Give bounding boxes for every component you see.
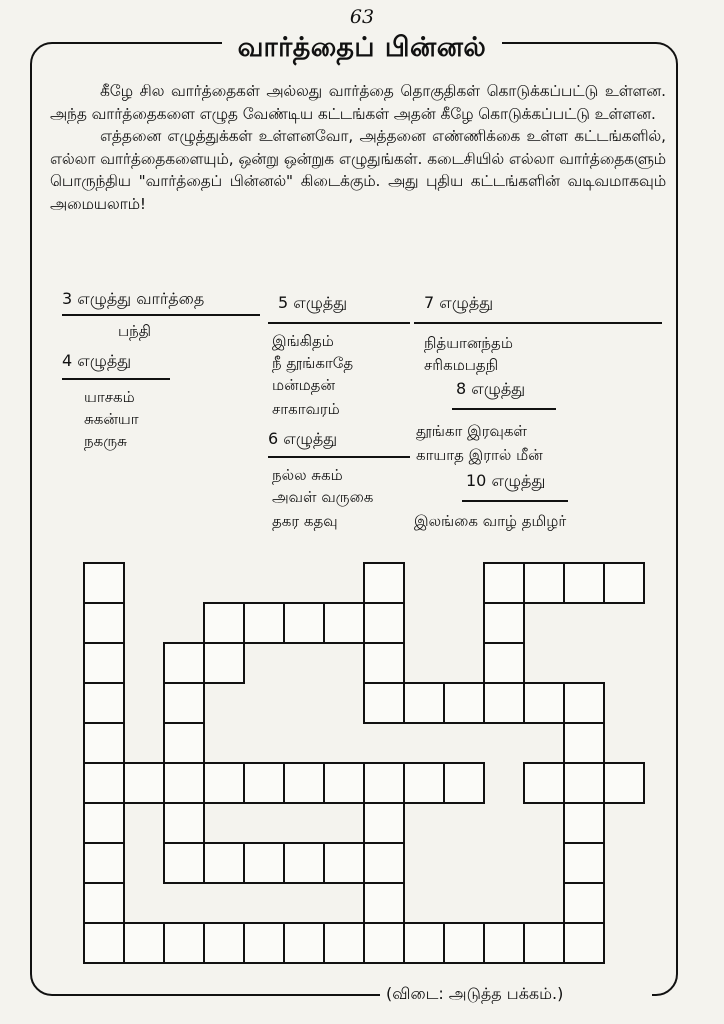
grid-cell[interactable] — [364, 803, 404, 843]
grid-cell[interactable] — [164, 763, 204, 803]
heading-10-letter: 10 எழுத்து — [466, 471, 546, 490]
grid-cell[interactable] — [124, 923, 164, 963]
grid-cell[interactable] — [284, 763, 324, 803]
grid-cell[interactable] — [404, 683, 444, 723]
heading-4-letter: 4 எழுத்து — [62, 351, 132, 370]
grid-cell[interactable] — [164, 723, 204, 763]
grid-cell[interactable] — [484, 603, 524, 643]
grid-cell[interactable] — [164, 643, 204, 683]
grid-cell[interactable] — [284, 603, 324, 643]
grid-cell[interactable] — [364, 603, 404, 643]
grid-cell[interactable] — [524, 923, 564, 963]
grid-cell[interactable] — [84, 803, 124, 843]
grid-cell[interactable] — [84, 563, 124, 603]
grid-cell[interactable] — [524, 563, 564, 603]
heading-8-letter: 8 எழுத்து — [456, 379, 526, 398]
grid-cell[interactable] — [84, 683, 124, 723]
grid-cell[interactable] — [204, 763, 244, 803]
heading-7-letter: 7 எழுத்து — [424, 293, 494, 312]
word-item: நல்ல சுகம் — [272, 466, 343, 484]
grid-cell[interactable] — [324, 603, 364, 643]
grid-cell[interactable] — [84, 723, 124, 763]
grid-cell[interactable] — [324, 923, 364, 963]
grid-cell[interactable] — [524, 683, 564, 723]
grid-cell[interactable] — [364, 643, 404, 683]
word-item: இலங்கை வாழ் தமிழர் — [414, 512, 567, 530]
grid-cell[interactable] — [364, 683, 404, 723]
grid-cell[interactable] — [444, 923, 484, 963]
grid-cell[interactable] — [164, 683, 204, 723]
grid-cell[interactable] — [404, 923, 444, 963]
instructions-paragraph: கீழே சில வார்த்தைகள் அல்லது வார்த்தை தொகுதிகள் கொடுக்கப்பட்டு உள்ளன. அந்த வார்த்தைகளை எழுத வேண்டிய கட்டங்கள் அதன் கீழே கொடுக்கப்பட்டு உள்ளன. — [50, 82, 666, 123]
grid-cell[interactable] — [324, 763, 364, 803]
grid-cell[interactable] — [444, 763, 484, 803]
grid-cell[interactable] — [564, 923, 604, 963]
word-item: தகர கதவு — [272, 512, 338, 530]
grid-cell[interactable] — [484, 563, 524, 603]
word-item: மன்மதன் — [272, 376, 336, 394]
grid-cell[interactable] — [364, 883, 404, 923]
grid-cell[interactable] — [364, 923, 404, 963]
word-item: நித்யானந்தம் — [424, 334, 513, 352]
grid-cell[interactable] — [364, 843, 404, 883]
grid-cell[interactable] — [484, 923, 524, 963]
word-item: சுகன்யா — [84, 410, 139, 428]
grid-cell[interactable] — [604, 763, 644, 803]
grid-cell[interactable] — [244, 603, 284, 643]
grid-cell[interactable] — [204, 843, 244, 883]
word-item: இங்கிதம் — [272, 332, 334, 350]
word-item: சரிகமபதநி — [424, 356, 499, 374]
word-item: சாகாவரம் — [272, 400, 340, 418]
grid-cell[interactable] — [564, 683, 604, 723]
grid-cell[interactable] — [284, 843, 324, 883]
word-item: நகருசு — [84, 432, 127, 450]
grid-cell[interactable] — [204, 643, 244, 683]
word-item: நீ தூங்காதே — [272, 354, 354, 372]
grid-cell[interactable] — [84, 603, 124, 643]
grid-cell[interactable] — [564, 803, 604, 843]
grid-cell[interactable] — [244, 763, 284, 803]
grid-cell[interactable] — [204, 923, 244, 963]
heading-5-letter: 5 எழுத்து — [278, 293, 348, 312]
grid-cell[interactable] — [284, 923, 324, 963]
word-item: யாசகம் — [84, 388, 135, 406]
word-item: காயாத இரால் மீன் — [416, 446, 543, 464]
grid-cell[interactable] — [564, 563, 604, 603]
heading-3-letter: 3 எழுத்து வார்த்தை — [62, 289, 205, 308]
grid-cell[interactable] — [404, 763, 444, 803]
grid-cell[interactable] — [164, 923, 204, 963]
word-item: தூங்கா இரவுகள் — [416, 422, 527, 440]
grid-cell[interactable] — [484, 643, 524, 683]
heading-6-letter: 6 எழுத்து — [268, 429, 338, 448]
grid-cell[interactable] — [84, 843, 124, 883]
grid-cell[interactable] — [84, 923, 124, 963]
grid-cell[interactable] — [564, 723, 604, 763]
grid-cell[interactable] — [244, 923, 284, 963]
answer-note: (விடை: அடுத்த பக்கம்.) — [380, 984, 652, 1005]
grid-cell[interactable] — [484, 683, 524, 723]
grid-cell[interactable] — [444, 683, 484, 723]
grid-cell[interactable] — [324, 843, 364, 883]
page-number: 63 — [349, 6, 375, 28]
grid-cell[interactable] — [564, 763, 604, 803]
grid-cell[interactable] — [124, 763, 164, 803]
grid-cell[interactable] — [564, 843, 604, 883]
instructions-paragraph: எத்தனை எழுத்துக்கள் உள்ளனவோ, அத்தனை எண்ணிக்கை உள்ள கட்டங்களில், எல்லா வார்த்தைகளையும், ஒன்று ஒன்றுக எழுதுங்கள். கடைசியில் எல்லா வார்த்தைகளும் பொருந்திய "வார்த்தைப் பின்னல்" கிடைக்கும். அது புதிய கட்டங்களின் வடிவமாகவும் அமையலாம்! — [50, 127, 666, 213]
grid-cell[interactable] — [564, 883, 604, 923]
grid-cell[interactable] — [364, 563, 404, 603]
grid-cell[interactable] — [164, 843, 204, 883]
word-item: அவள் வருகை — [272, 488, 374, 506]
grid-cell[interactable] — [84, 763, 124, 803]
word-item: பந்தி — [118, 322, 152, 340]
grid-cell[interactable] — [604, 563, 644, 603]
grid-cell[interactable] — [204, 603, 244, 643]
puzzle-title-text: வார்த்தைப் பின்னல் — [222, 32, 503, 63]
grid-cell[interactable] — [84, 643, 124, 683]
grid-cell[interactable] — [84, 883, 124, 923]
grid-cell[interactable] — [164, 803, 204, 843]
grid-cell[interactable] — [524, 763, 564, 803]
grid-cell[interactable] — [364, 763, 404, 803]
grid-cell[interactable] — [244, 843, 284, 883]
